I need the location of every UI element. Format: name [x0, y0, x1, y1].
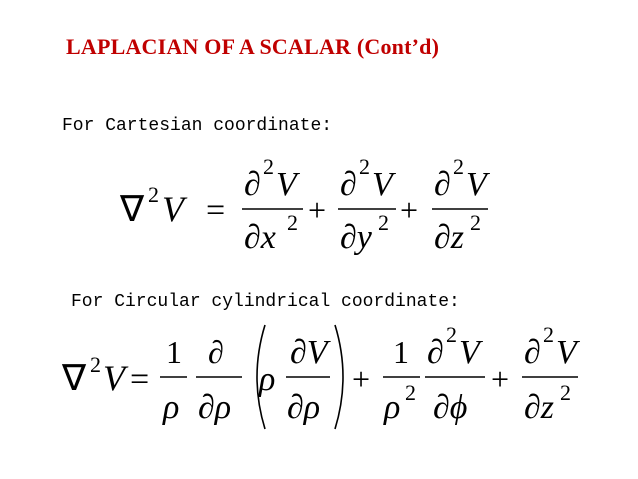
svg-text:∂: ∂	[434, 166, 451, 203]
slide-title: LAPLACIAN OF A SCALAR (Cont’d)	[66, 34, 440, 59]
svg-text:2: 2	[359, 154, 370, 179]
svg-text:V: V	[459, 334, 480, 371]
svg-text:ρ: ρ	[384, 389, 401, 426]
plus-sign: +	[352, 361, 371, 397]
svg-text:2: 2	[90, 352, 101, 377]
svg-text:V: V	[103, 358, 125, 398]
svg-text:∂: ∂	[524, 334, 541, 371]
svg-text:2: 2	[453, 154, 464, 179]
svg-text:2: 2	[470, 210, 481, 235]
svg-text:2: 2	[543, 322, 554, 347]
svg-text:∂: ∂	[427, 334, 444, 371]
plus-sign: +	[491, 361, 510, 397]
svg-text:=: =	[206, 192, 226, 229]
plus-sign: +	[308, 192, 327, 228]
svg-text:∂ρ: ∂ρ	[287, 389, 321, 426]
svg-text:∂: ∂	[208, 334, 224, 370]
cylindrical-label: For Circular cylindrical coordinate:	[71, 292, 460, 312]
svg-text:2: 2	[263, 154, 274, 179]
svg-text:V: V	[556, 334, 577, 371]
plus-sign: +	[400, 192, 419, 228]
svg-text:ρ: ρ	[163, 389, 180, 426]
svg-text:∂ρ: ∂ρ	[198, 389, 232, 426]
svg-text:2: 2	[148, 182, 159, 207]
svg-text:1: 1	[393, 334, 409, 370]
svg-text:∂x: ∂x	[244, 219, 276, 256]
svg-text:2: 2	[287, 210, 298, 235]
svg-text:∂V: ∂V	[290, 334, 328, 371]
rho-symbol: ρ	[259, 361, 276, 398]
svg-text:∂z: ∂z	[524, 389, 555, 426]
cylindrical-partial-rho	[196, 334, 242, 426]
cartesian-label: For Cartesian coordinate:	[62, 116, 333, 136]
cylindrical-term-z	[522, 322, 581, 426]
svg-text:V: V	[276, 166, 297, 203]
cylindrical-lhs	[61, 352, 149, 398]
svg-text:=: =	[130, 361, 150, 398]
svg-text:∂ϕ: ∂ϕ	[433, 389, 468, 426]
svg-text:2: 2	[446, 322, 457, 347]
cylindrical-dv-drho	[286, 334, 332, 426]
svg-text:V: V	[162, 189, 184, 229]
cylindrical-factor-one-over-rho-squared	[383, 334, 420, 426]
svg-text:1: 1	[166, 334, 182, 370]
svg-text:∇: ∇	[62, 358, 87, 398]
svg-text:V: V	[466, 166, 487, 203]
svg-text:∇: ∇	[120, 189, 145, 229]
svg-text:∂: ∂	[244, 166, 261, 203]
svg-text:2: 2	[560, 380, 571, 405]
cylindrical-factor-one-over-rho	[160, 334, 187, 426]
svg-text:∂z: ∂z	[434, 219, 465, 256]
cylindrical-term-phi	[425, 322, 485, 426]
svg-text:2: 2	[378, 210, 389, 235]
right-paren	[335, 325, 343, 429]
svg-text:2: 2	[405, 380, 416, 405]
svg-text:∂y: ∂y	[340, 219, 372, 256]
svg-text:∂: ∂	[340, 166, 357, 203]
svg-text:V: V	[372, 166, 393, 203]
